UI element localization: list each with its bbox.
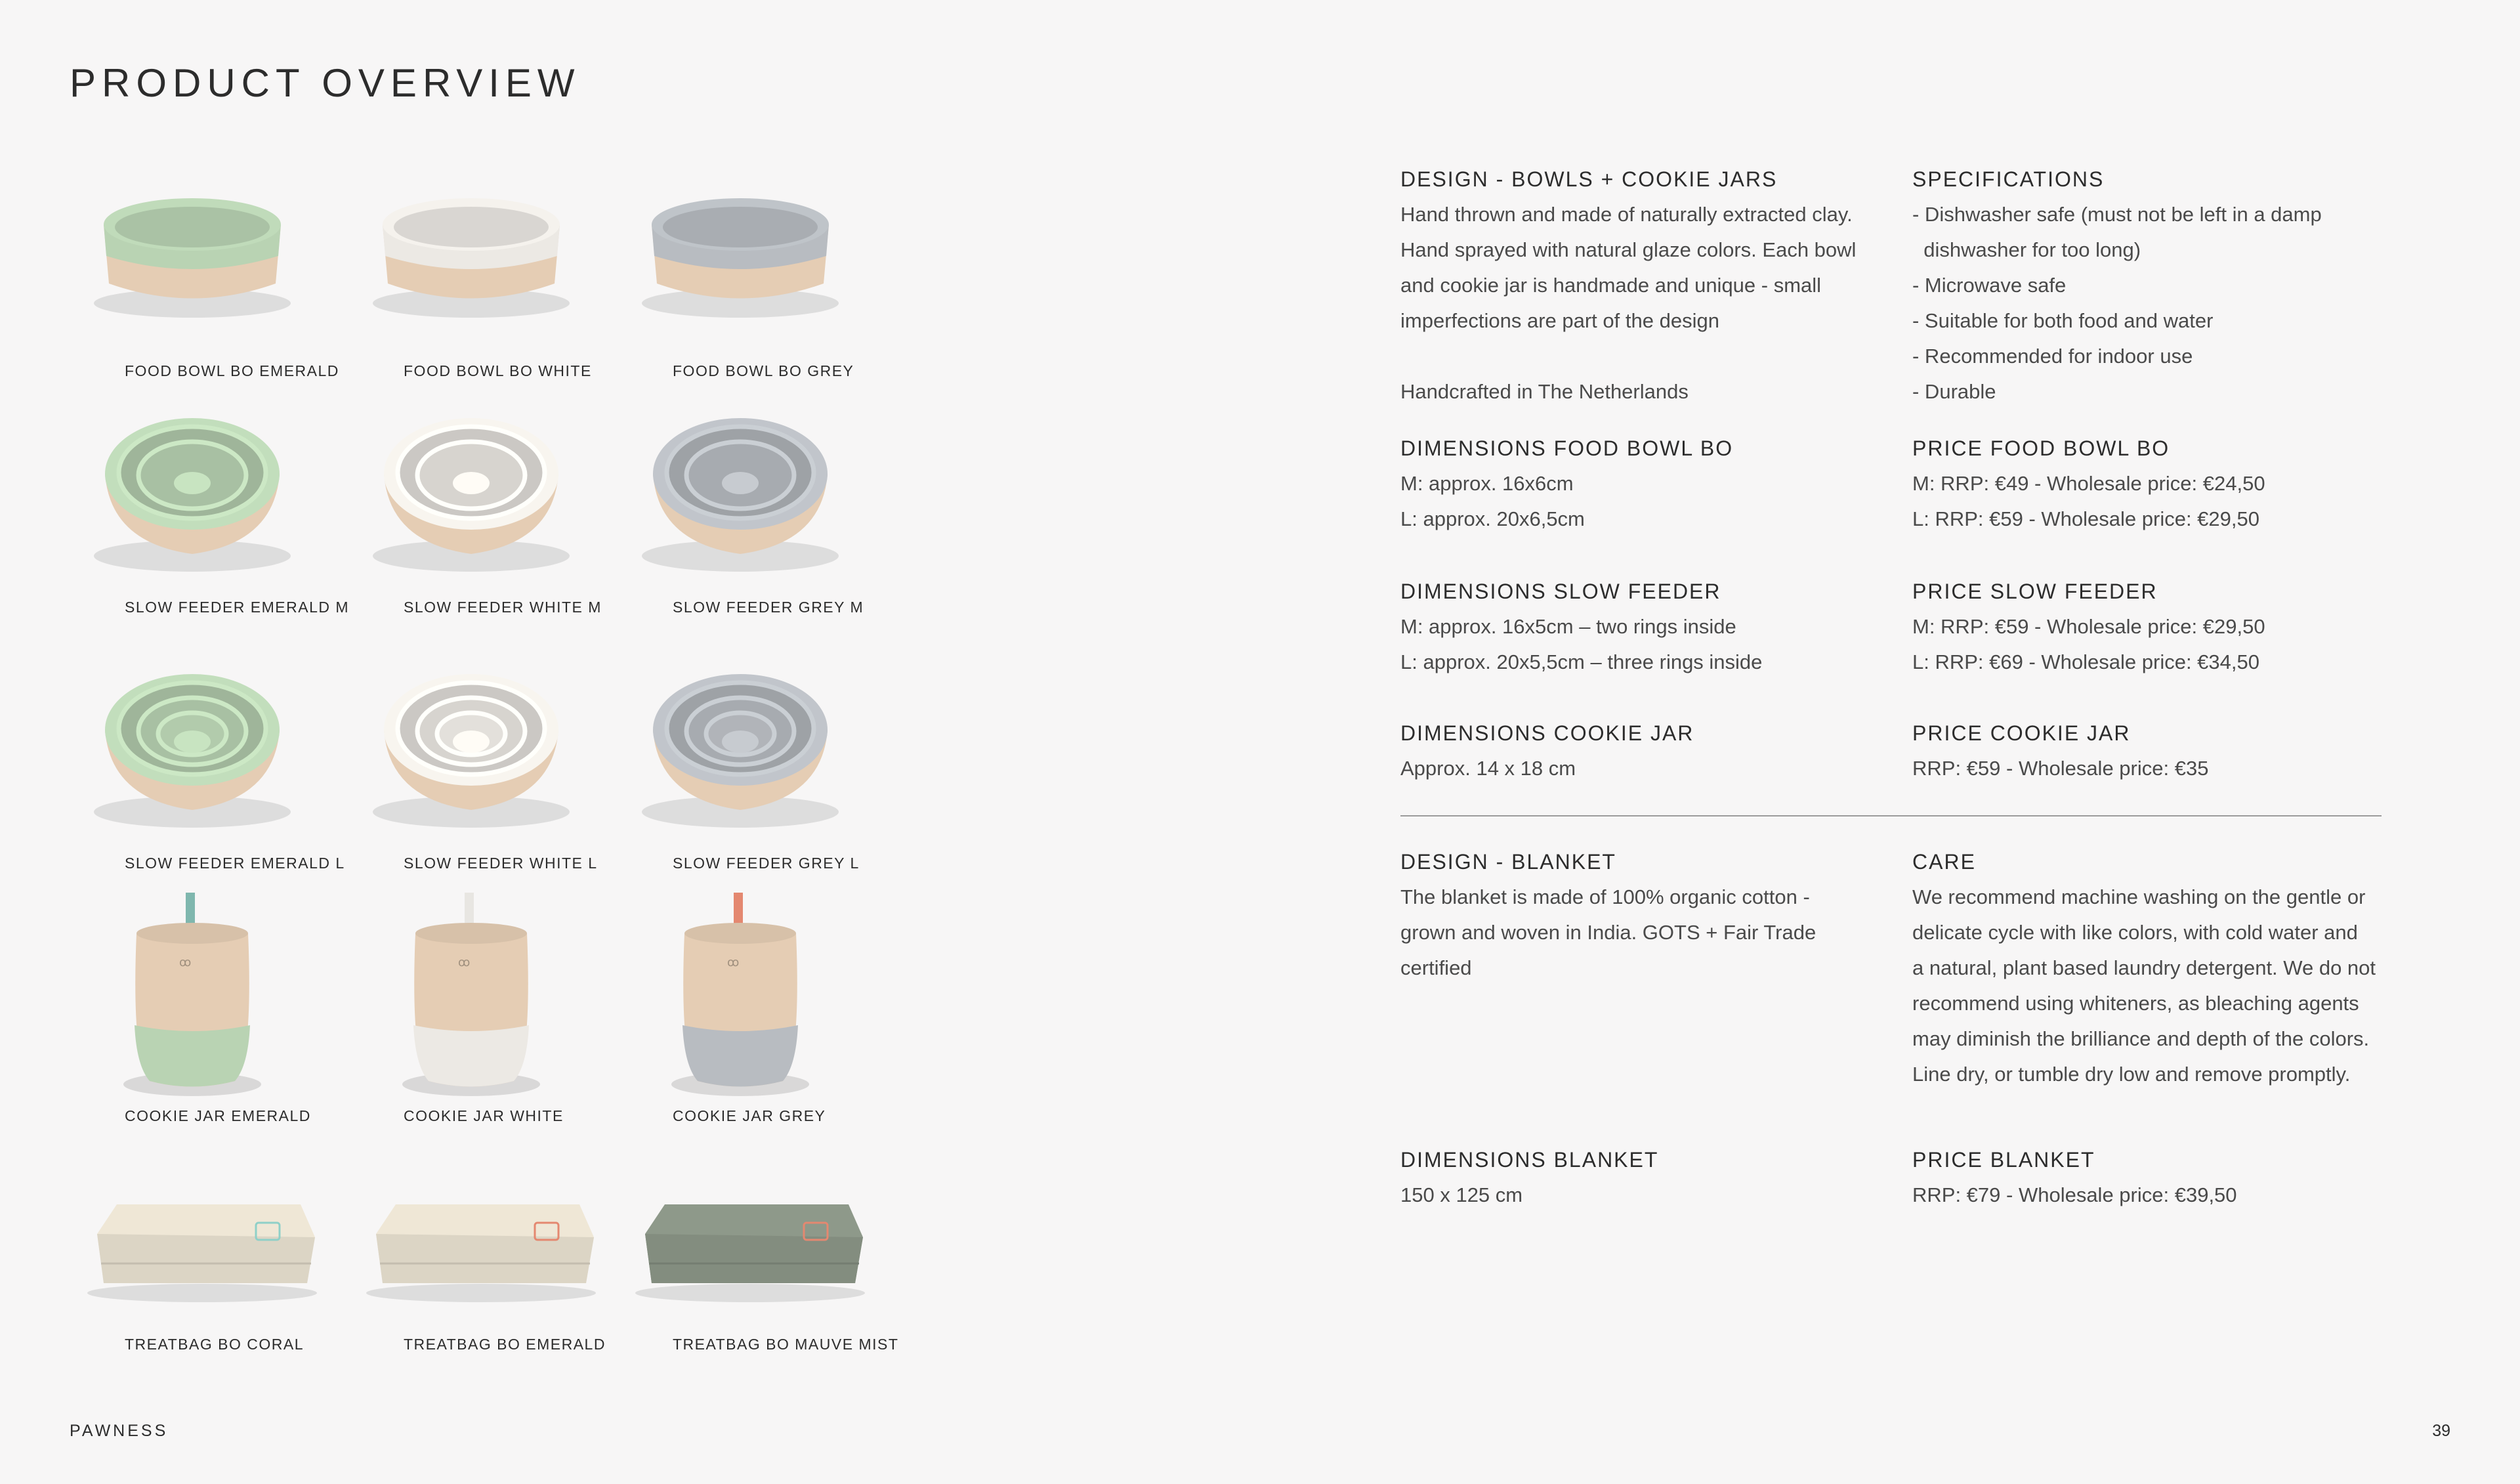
- product-caption: FOOD BOWL BO GREY: [673, 362, 854, 379]
- product-caption: SLOW FEEDER WHITE L: [404, 855, 598, 872]
- product-item: [71, 402, 350, 625]
- product-caption: FOOD BOWL BO WHITE: [404, 362, 592, 379]
- section-line: [1400, 339, 1856, 374]
- section-heading: CARE: [1912, 850, 1976, 874]
- product-item: [350, 887, 612, 1124]
- section-specifications: [1912, 161, 2322, 410]
- product-caption: SLOW FEEDER EMERALD M: [125, 599, 350, 616]
- product-caption: FOOD BOWL BO EMERALD: [125, 362, 339, 379]
- section-line: RRP: €79 - Wholesale price: €39,50: [1912, 1183, 2237, 1206]
- product-item: [350, 658, 612, 881]
- section-price-cookie-jar: [1912, 715, 2208, 786]
- section-line: L: approx. 20x5,5cm – three rings inside: [1400, 650, 1763, 673]
- section-line: M: approx. 16x5cm – two rings inside: [1400, 615, 1736, 638]
- section-dimensions-blanket: [1400, 1142, 1658, 1213]
- section-line: L: RRP: €59 - Wholesale price: €29,50: [1912, 507, 2259, 530]
- section-line: M: RRP: €49 - Wholesale price: €24,50: [1912, 472, 2265, 495]
- section-heading: DIMENSIONS SLOW FEEDER: [1400, 580, 1721, 603]
- section-heading: PRICE COOKIE JAR: [1912, 721, 2131, 745]
- section-line: M: RRP: €59 - Wholesale price: €29,50: [1912, 615, 2265, 638]
- product-caption: COOKIE JAR WHITE: [404, 1107, 564, 1124]
- section-line: The blanket is made of 100% organic cotton -: [1400, 885, 1810, 908]
- product-item: [619, 658, 881, 881]
- section-line: may diminish the brilliance and depth of the colors.: [1912, 1027, 2370, 1050]
- svg-text:ꝏ: ꝏ: [727, 956, 740, 969]
- product-item: [350, 1165, 612, 1388]
- section-heading: DESIGN - BOWLS + COOKIE JARS: [1400, 167, 1778, 191]
- section-price-food-bowl: [1912, 431, 2265, 537]
- section-line: Approx. 14 x 18 cm: [1400, 757, 1576, 780]
- section-design-bowls: [1400, 161, 1856, 410]
- section-line: - Dishwasher safe (must not be left in a damp: [1912, 203, 2322, 226]
- section-dimensions-slow-feeder: [1400, 574, 1762, 680]
- product-item: [71, 1165, 333, 1388]
- section-line: certified: [1400, 956, 1472, 979]
- section-heading: PRICE SLOW FEEDER: [1912, 580, 2158, 603]
- section-care: [1912, 844, 2376, 1092]
- section-line: - Microwave safe: [1912, 274, 2067, 297]
- svg-text:ꝏ: ꝏ: [458, 956, 471, 969]
- product-item: [619, 887, 881, 1124]
- product-item: [619, 172, 881, 395]
- svg-text:ꝏ: ꝏ: [179, 956, 192, 969]
- product-caption: SLOW FEEDER WHITE M: [404, 599, 602, 616]
- section-line: - Durable: [1912, 380, 1996, 403]
- product-specifications: [1400, 0, 2385, 1484]
- product-item: [71, 172, 339, 395]
- section-price-blanket: [1912, 1142, 2237, 1213]
- product-item: [350, 402, 612, 625]
- product-caption: TREATBAG BO MAUVE MIST: [673, 1336, 899, 1353]
- section-heading: PRICE FOOD BOWL BO: [1912, 436, 2170, 460]
- product-caption: SLOW FEEDER GREY M: [673, 599, 864, 616]
- section-dimensions-cookie-jar: [1400, 715, 1694, 786]
- section-line: Line dry, or tumble dry low and remove promptly.: [1912, 1063, 2351, 1086]
- product-caption: TREATBAG BO CORAL: [125, 1336, 304, 1353]
- section-line: recommend using whiteners, as bleaching agents: [1912, 992, 2359, 1015]
- page-number: 39: [2432, 1422, 2450, 1440]
- product-item: [71, 658, 345, 881]
- product-caption: SLOW FEEDER EMERALD L: [125, 855, 345, 872]
- section-line: Hand sprayed with natural glaze colors. Each bowl: [1400, 238, 1857, 261]
- product-caption: COOKIE JAR GREY: [673, 1107, 826, 1124]
- product-caption: SLOW FEEDER GREY L: [673, 855, 860, 872]
- product-grid: [0, 0, 984, 1484]
- section-design-blanket: [1400, 844, 1816, 986]
- section-line: a natural, plant based laundry detergent. We do not: [1912, 956, 2376, 979]
- page-title: PRODUCT OVERVIEW: [70, 61, 581, 105]
- section-line: dishwasher for too long): [1912, 238, 2141, 261]
- section-price-slow-feeder: [1912, 574, 2265, 680]
- section-line: delicate cycle with like colors, with cold water and: [1912, 921, 2358, 944]
- section-divider: [1400, 815, 2382, 816]
- section-line: grown and woven in India. GOTS + Fair Trade: [1400, 921, 1816, 944]
- section-line: 150 x 125 cm: [1400, 1183, 1523, 1206]
- section-line: L: RRP: €69 - Wholesale price: €34,50: [1912, 650, 2259, 673]
- product-caption: TREATBAG BO EMERALD: [404, 1336, 606, 1353]
- section-heading: SPECIFICATIONS: [1912, 167, 2105, 191]
- section-line: - Suitable for both food and water: [1912, 309, 2214, 332]
- section-line: - Recommended for indoor use: [1912, 345, 2193, 368]
- section-heading: DIMENSIONS FOOD BOWL BO: [1400, 436, 1734, 460]
- section-heading: DESIGN - BLANKET: [1400, 850, 1616, 874]
- section-heading: DIMENSIONS COOKIE JAR: [1400, 721, 1694, 745]
- product-item: [619, 1165, 899, 1388]
- footer-brand: PAWNESS: [70, 1422, 169, 1440]
- section-line: imperfections are part of the design: [1400, 309, 1719, 332]
- section-heading: PRICE BLANKET: [1912, 1148, 2095, 1172]
- section-dimensions-food-bowl: [1400, 431, 1733, 537]
- section-line: L: approx. 20x6,5cm: [1400, 507, 1585, 530]
- section-heading: DIMENSIONS BLANKET: [1400, 1148, 1659, 1172]
- product-item: [619, 402, 881, 625]
- section-line: and cookie jar is handmade and unique - small: [1400, 274, 1822, 297]
- product-caption: COOKIE JAR EMERALD: [125, 1107, 311, 1124]
- section-line: M: approx. 16x6cm: [1400, 472, 1574, 495]
- section-line: Handcrafted in The Netherlands: [1400, 380, 1689, 403]
- section-line: Hand thrown and made of naturally extracted clay.: [1400, 203, 1853, 226]
- product-item: [350, 172, 612, 395]
- section-line: RRP: €59 - Wholesale price: €35: [1912, 757, 2209, 780]
- section-line: We recommend machine washing on the gentle or: [1912, 885, 2366, 908]
- product-item: [71, 887, 333, 1124]
